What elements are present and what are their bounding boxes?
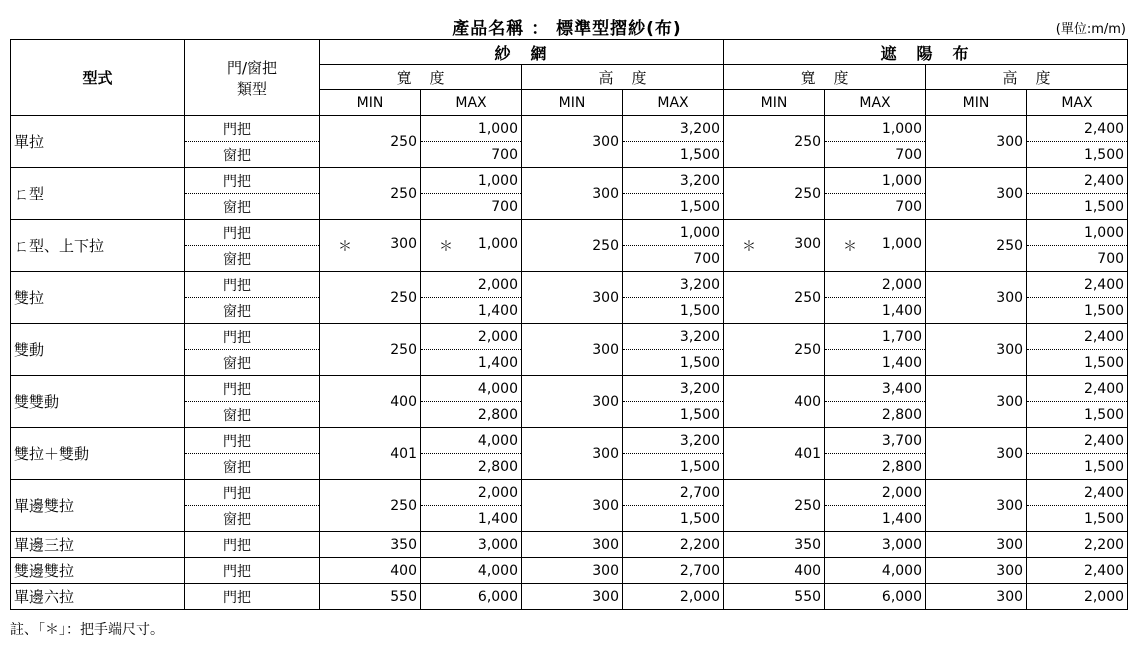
screen-width-max: 4,000: [421, 376, 522, 402]
table-row: [11, 584, 1128, 610]
screen-width-max-value: 1,000: [477, 235, 518, 252]
shade-height-min: 300: [926, 324, 1027, 376]
screen-height-min: 300: [522, 428, 623, 480]
screen-height-max: 1,500: [623, 194, 724, 220]
screen-width-max: 6,000: [421, 584, 522, 610]
header-max: MAX: [421, 90, 522, 116]
shade-width-min: 550: [724, 584, 825, 610]
screen-width-min-value: 300: [390, 235, 417, 252]
table-row: [11, 116, 1128, 142]
table-row: [11, 272, 1128, 298]
shade-width-max: [825, 220, 926, 272]
screen-height-max: 2,700: [623, 480, 724, 506]
screen-width-max: 3,000: [421, 532, 522, 558]
header-screen: 紗 網: [320, 40, 724, 65]
header-handle: [185, 40, 320, 116]
handle-cell: 門把: [185, 220, 320, 246]
shade-height-max: 2,400: [1027, 376, 1128, 402]
screen-height-max: 2,700: [623, 558, 724, 584]
shade-height-min: 300: [926, 168, 1027, 220]
screen-width-max: 1,400: [421, 298, 522, 324]
shade-width-max: 2,000: [825, 480, 926, 506]
shade-height-max: 700: [1027, 246, 1128, 272]
screen-width-max: 2,000: [421, 324, 522, 350]
screen-height-max: 3,200: [623, 376, 724, 402]
shade-width-max: 6,000: [825, 584, 926, 610]
screen-height-min: 250: [522, 220, 623, 272]
shade-width-min: 350: [724, 532, 825, 558]
screen-width-min: 400: [320, 558, 421, 584]
table-row: [11, 532, 1128, 558]
handle-cell: 窗把: [185, 298, 320, 324]
screen-width-max: 2,800: [421, 402, 522, 428]
asterisk-mark: ＊: [439, 238, 453, 255]
shade-width-max: 2,800: [825, 402, 926, 428]
header-handle-line2: 類型: [236, 79, 267, 98]
shade-height-min: 300: [926, 272, 1027, 324]
shade-width-max: 2,000: [825, 272, 926, 298]
table-row: [11, 168, 1128, 194]
handle-cell: 窗把: [185, 142, 320, 168]
shade-height-min: 300: [926, 558, 1027, 584]
product-title: 產品名稱 ： 標準型摺紗(布): [452, 19, 682, 39]
shade-width-max: 1,400: [825, 298, 926, 324]
type-cell: 單邊雙拉: [11, 480, 185, 532]
screen-width-max: 700: [421, 142, 522, 168]
shade-height-min: 300: [926, 376, 1027, 428]
type-cell: 單拉: [11, 116, 185, 168]
handle-cell: 窗把: [185, 350, 320, 376]
screen-width-min: [320, 220, 421, 272]
shade-width-max: 1,400: [825, 506, 926, 532]
shade-width-max: 1,000: [825, 116, 926, 142]
shade-height-min: 300: [926, 116, 1027, 168]
shade-width-max: 700: [825, 194, 926, 220]
screen-width-min: 250: [320, 272, 421, 324]
spec-table: [10, 39, 1128, 610]
type-cell: 雙邊雙拉: [11, 558, 185, 584]
asterisk-mark: ＊: [338, 238, 352, 255]
shade-width-max: 1,700: [825, 324, 926, 350]
screen-height-min: 300: [522, 558, 623, 584]
handle-cell: 窗把: [185, 454, 320, 480]
header-max: MAX: [1027, 90, 1128, 116]
screen-width-min: 250: [320, 324, 421, 376]
shade-width-max: 1,000: [825, 168, 926, 194]
type-cell: 單邊六拉: [11, 584, 185, 610]
handle-cell: 門把: [185, 116, 320, 142]
screen-height-max: 1,500: [623, 142, 724, 168]
shade-width-max: 2,800: [825, 454, 926, 480]
screen-height-min: 300: [522, 324, 623, 376]
screen-height-max: 3,200: [623, 428, 724, 454]
shade-height-max: 2,400: [1027, 480, 1128, 506]
type-cell: ㄈ型、上下拉: [11, 220, 185, 272]
shade-height-max: 1,500: [1027, 454, 1128, 480]
shade-width-min: 250: [724, 272, 825, 324]
screen-height-min: 300: [522, 168, 623, 220]
shade-width-min: 250: [724, 324, 825, 376]
screen-height-max: 2,000: [623, 584, 724, 610]
screen-width-min: 250: [320, 480, 421, 532]
screen-width-max: 2,000: [421, 480, 522, 506]
screen-height-min: 300: [522, 480, 623, 532]
asterisk-mark: ＊: [843, 238, 858, 255]
footnote: 註、「＊」：把手端尺寸。: [10, 622, 164, 638]
handle-cell: 門把: [185, 480, 320, 506]
screen-width-min: 250: [320, 116, 421, 168]
screen-height-max: 1,000: [623, 220, 724, 246]
type-cell: 雙拉: [11, 272, 185, 324]
type-cell: 單邊三拉: [11, 532, 185, 558]
table-row: [11, 220, 1128, 246]
screen-width-min: 401: [320, 428, 421, 480]
header-max: MAX: [825, 90, 926, 116]
shade-width-max: 1,400: [825, 350, 926, 376]
shade-height-max: 2,400: [1027, 558, 1128, 584]
header-shade-height: 高度: [926, 65, 1128, 90]
table-row: [11, 480, 1128, 506]
shade-width-min: 401: [724, 428, 825, 480]
screen-width-min: 350: [320, 532, 421, 558]
shade-height-max: 2,400: [1027, 428, 1128, 454]
screen-width-min: 550: [320, 584, 421, 610]
screen-width-max: 1,000: [421, 168, 522, 194]
type-cell: 雙雙動: [11, 376, 185, 428]
screen-width-max: 2,000: [421, 272, 522, 298]
screen-height-max: 1,500: [623, 506, 724, 532]
shade-height-max: 2,200: [1027, 532, 1128, 558]
type-cell: 雙拉＋雙動: [11, 428, 185, 480]
screen-height-min: 300: [522, 116, 623, 168]
screen-height-max: 1,500: [623, 454, 724, 480]
type-cell: 雙動: [11, 324, 185, 376]
shade-height-min: 300: [926, 480, 1027, 532]
shade-width-max: 3,400: [825, 376, 926, 402]
handle-cell: 門把: [185, 168, 320, 194]
unit-label: (單位:m/m): [1055, 22, 1126, 37]
shade-height-min: 250: [926, 220, 1027, 272]
shade-height-max: 2,400: [1027, 324, 1128, 350]
shade-height-max: 1,500: [1027, 142, 1128, 168]
shade-height-max: 1,500: [1027, 298, 1128, 324]
handle-cell: 門把: [185, 324, 320, 350]
handle-cell: 門把: [185, 584, 320, 610]
handle-cell: 窗把: [185, 246, 320, 272]
shade-height-max: 2,400: [1027, 168, 1128, 194]
screen-height-min: 300: [522, 272, 623, 324]
spec-table-body: [11, 116, 1128, 610]
shade-width-max: 700: [825, 142, 926, 168]
shade-width-min: 250: [724, 480, 825, 532]
header-screen-height: 高度: [522, 65, 724, 90]
screen-width-max: 2,800: [421, 454, 522, 480]
shade-width-min: 250: [724, 116, 825, 168]
header-shade: 遮 陽 布: [724, 40, 1128, 65]
shade-width-max: 3,000: [825, 532, 926, 558]
header-type: 型式: [11, 40, 185, 116]
screen-width-max: [421, 220, 522, 272]
shade-height-min: 300: [926, 584, 1027, 610]
header-max: MAX: [623, 90, 724, 116]
screen-width-max: 4,000: [421, 558, 522, 584]
handle-cell: 窗把: [185, 506, 320, 532]
shade-height-max: 1,000: [1027, 220, 1128, 246]
header-min: MIN: [926, 90, 1027, 116]
shade-height-min: 300: [926, 532, 1027, 558]
header-screen-width: 寬度: [320, 65, 522, 90]
shade-height-max: 1,500: [1027, 402, 1128, 428]
shade-width-min: [724, 220, 825, 272]
screen-width-max: 1,000: [421, 116, 522, 142]
handle-cell: 窗把: [185, 402, 320, 428]
table-row: [11, 558, 1128, 584]
shade-height-max: 2,000: [1027, 584, 1128, 610]
screen-height-max: 3,200: [623, 324, 724, 350]
header-shade-width: 寬度: [724, 65, 926, 90]
table-row: [11, 376, 1128, 402]
table-row: [11, 324, 1128, 350]
screen-width-max: 700: [421, 194, 522, 220]
screen-height-max: 1,500: [623, 402, 724, 428]
screen-height-max: 3,200: [623, 168, 724, 194]
header-min: MIN: [320, 90, 421, 116]
handle-cell: 門把: [185, 376, 320, 402]
screen-width-min: 400: [320, 376, 421, 428]
handle-cell: 門把: [185, 558, 320, 584]
handle-cell: 門把: [185, 272, 320, 298]
header-handle-line1: 門/窗把: [226, 58, 278, 77]
asterisk-mark: ＊: [742, 238, 757, 255]
shade-height-min: 300: [926, 428, 1027, 480]
screen-height-min: 300: [522, 376, 623, 428]
handle-cell: 窗把: [185, 194, 320, 220]
screen-width-max: 4,000: [421, 428, 522, 454]
screen-height-max: 3,200: [623, 116, 724, 142]
screen-height-min: 300: [522, 584, 623, 610]
screen-height-min: 300: [522, 532, 623, 558]
header-min: MIN: [522, 90, 623, 116]
shade-width-min: 400: [724, 376, 825, 428]
screen-height-max: 700: [623, 246, 724, 272]
shade-height-max: 1,500: [1027, 350, 1128, 376]
screen-width-min: 250: [320, 168, 421, 220]
shade-width-max: 4,000: [825, 558, 926, 584]
handle-cell: 門把: [185, 428, 320, 454]
screen-height-max: 1,500: [623, 298, 724, 324]
handle-cell: 門把: [185, 532, 320, 558]
header-min: MIN: [724, 90, 825, 116]
screen-height-max: 3,200: [623, 272, 724, 298]
shade-height-max: 1,500: [1027, 194, 1128, 220]
screen-height-max: 2,200: [623, 532, 724, 558]
shade-width-max-value: 1,000: [881, 235, 923, 252]
shade-width-max: 3,700: [825, 428, 926, 454]
screen-width-max: 1,400: [421, 350, 522, 376]
screen-width-max: 1,400: [421, 506, 522, 532]
shade-width-min: 400: [724, 558, 825, 584]
shade-height-max: 1,500: [1027, 506, 1128, 532]
shade-height-max: 2,400: [1027, 272, 1128, 298]
screen-height-max: 1,500: [623, 350, 724, 376]
table-row: [11, 428, 1128, 454]
shade-width-min: 250: [724, 168, 825, 220]
shade-width-min-value: 300: [794, 235, 822, 252]
type-cell: ㄈ型: [11, 168, 185, 220]
shade-height-max: 2,400: [1027, 116, 1128, 142]
